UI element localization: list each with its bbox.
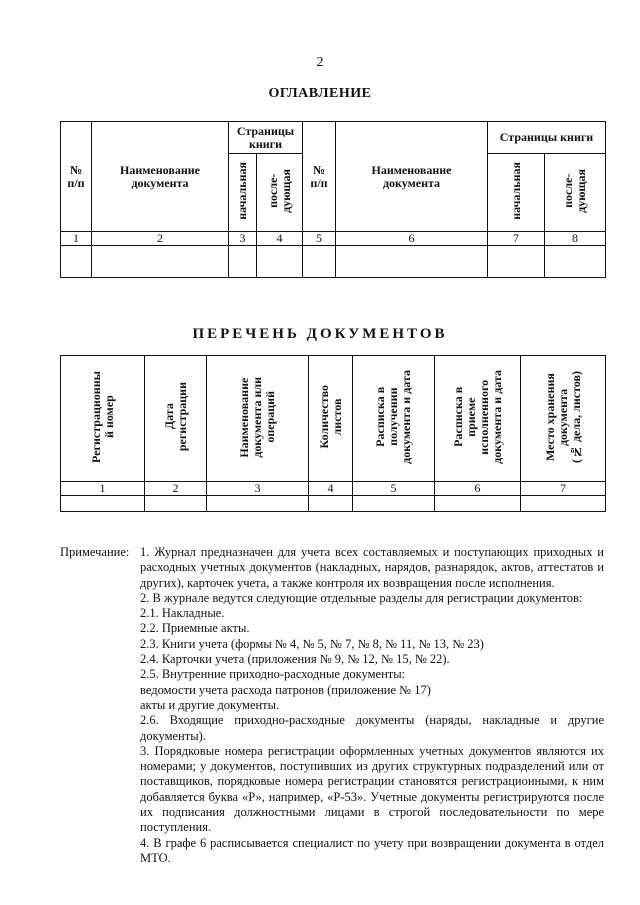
page-number: 2 [316,55,324,70]
toc-empty-cell [257,246,303,278]
toc-col-next-left: после- дующая [257,154,303,232]
toc-empty-cell [488,246,545,278]
docs-empty-cell [435,496,521,512]
toc-empty-cell [336,246,488,278]
table-row [61,496,606,512]
docs-number: 1 [61,482,145,496]
docs-empty-cell [145,496,207,512]
notes-label: Примечание: [60,545,130,559]
docs-header-doc-name: Наименование документа или операций [207,356,309,482]
docs-number: 4 [309,482,353,496]
toc-number: 2 [92,232,229,246]
toc-table [60,121,606,278]
docs-empty-cell [207,496,309,512]
toc-col-start-left: начальная [229,154,257,232]
toc-number: 1 [61,232,92,246]
toc-number: 5 [303,232,336,246]
note-line: 2.5. Внутренние приходно-расходные документы: [140,667,406,682]
note-line: ведомости учета расхода патронов (приложение № 17) [140,682,431,697]
toc-empty-cell [61,246,92,278]
docs-empty-cell [521,496,606,512]
note-line: 2.2. Приемные акты. [140,621,250,636]
docs-number: 6 [435,482,521,496]
docs-number: 3 [207,482,309,496]
note-line: 1. Журнал предназначен для учета всех составляемых и поступающих приходных и расходных учетных документов (накладных, нарядов, разнарядок, актов, аттестатов и других), карточек учета, а также контроля их возвращения после исполнения. [140,545,604,590]
toc-title: ОГЛАВЛЕНИЕ [268,86,372,101]
toc-col-start-right: начальная [488,154,545,232]
toc-number: 6 [336,232,488,246]
toc-col-name-right: Наименование документа [336,122,488,232]
toc-col-pages-right: Страницы книги [488,122,606,154]
notes-section [60,545,604,866]
docs-empty-cell [353,496,435,512]
docs-header-return-receipt: Расписка в приеме исполненного документа и дата [435,356,521,482]
toc-empty-cell [545,246,606,278]
toc-number: 8 [545,232,606,246]
docs-number: 5 [353,482,435,496]
docs-number: 7 [521,482,606,496]
docs-title: ПЕРЕЧЕНЬ ДОКУМЕНТОВ [192,326,448,342]
toc-empty-cell [303,246,336,278]
toc-number: 4 [257,232,303,246]
toc-empty-cell [92,246,229,278]
toc-col-pages-left: Страницы книги [229,122,303,154]
note-line: 2.1. Накладные. [140,606,225,621]
table-row [61,246,606,278]
docs-header-reg-number: Регистрационны й номер [61,356,145,482]
toc-col-name-left: Наименование документа [92,122,229,232]
docs-table [60,355,606,512]
toc-empty-cell [229,246,257,278]
note-line: 4. В графе 6 расписывается специалист по учету при возвращении документа в отдел МТО. [140,835,604,865]
note-line: 2.4. Карточки учета (приложения № 9, № 12, № 15, № 22). [140,652,450,667]
toc-number: 7 [488,232,545,246]
note-line: 2.3. Книги учета (формы № 4, № 5, № 7, № 8, № 11, № 13, № 23) [140,636,484,651]
toc-col-num-left: № п/п [61,122,92,232]
docs-empty-cell [309,496,353,512]
note-line: 3. Порядковые номера регистрации оформленных учетных документов являются их номерами; у документов, поступивших из других структурных подразделений или от поставщиков, порядковые номера регистрации становятся регистрационными, к ним добавляется буква «Р», например, «Р-53». Учетные документы регистрируются после их подписания должностными лицами в строгой последовательности по мере поступления. [140,743,604,835]
docs-header-storage-place: Место хранения документа (№ дела, листов) [521,356,606,482]
docs-header-receipt: Расписка в получении документа и дата [353,356,435,482]
toc-col-num-right: № п/п [303,122,336,232]
docs-header-sheet-count: Количество листов [309,356,353,482]
docs-empty-cell [61,496,145,512]
docs-number: 2 [145,482,207,496]
toc-number: 3 [229,232,257,246]
note-line: акты и другие документы. [140,697,280,712]
toc-col-next-right: после- дующая [545,154,606,232]
docs-header-reg-date: Дата регистрации [145,356,207,482]
note-line: 2. В журнале ведутся следующие отдельные разделы для регистрации документов: [140,590,583,605]
note-line: 2.6. Входящие приходно-расходные документы (наряды, накладные и другие документы). [140,713,604,743]
